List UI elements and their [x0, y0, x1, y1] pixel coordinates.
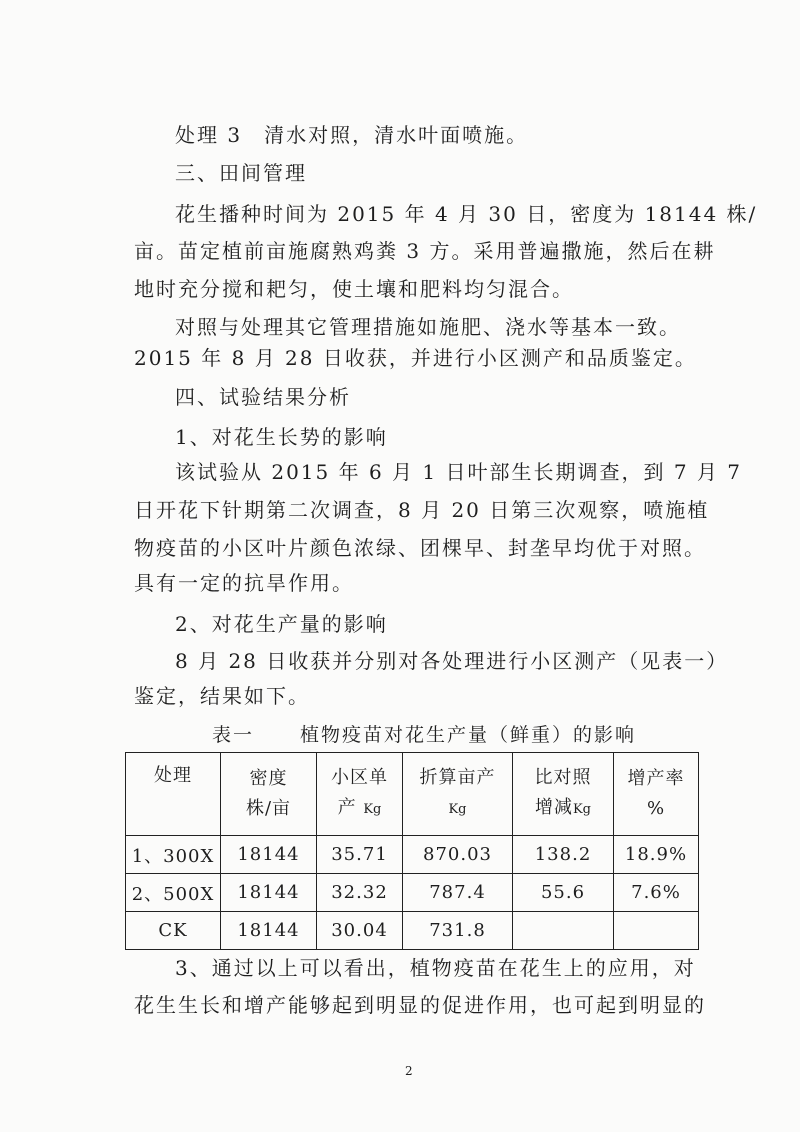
- paragraph-line: 花生生长和增产能够起到明显的促进作用，也可起到明显的: [134, 993, 706, 1017]
- cell-treatment: 1、300X: [126, 836, 221, 874]
- table-row: [126, 912, 699, 950]
- cell-treatment: CK: [126, 912, 221, 950]
- cell-plot-yield: 32.32: [317, 874, 403, 912]
- section-heading: 四、试验结果分析: [175, 385, 351, 409]
- table-caption-title: 植物疫苗对花生产量（鲜重）的影响: [300, 724, 637, 746]
- cell-yield-per-mu: 731.8: [403, 912, 513, 950]
- paragraph-line: 2015 年 8 月 28 日收获，并进行小区测产和品质鉴定。: [134, 346, 697, 370]
- paragraph-line: 物疫苗的小区叶片颜色浓绿、团棵早、封垄早均优于对照。: [134, 536, 706, 560]
- paragraph-line: 对照与处理其它管理措施如施肥、浇水等基本一致。: [175, 315, 681, 339]
- cell-yield-per-mu: 870.03: [403, 836, 513, 874]
- paragraph-line: 花生播种时间为 2015 年 4 月 30 日，密度为 18144 株/: [175, 202, 758, 226]
- paragraph-line: 8 月 28 日收获并分别对各处理进行小区测产（见表一）: [175, 649, 729, 673]
- section-heading: 三、田间管理: [175, 161, 307, 185]
- cell-vs-control: [513, 912, 614, 950]
- yield-table: [125, 752, 699, 950]
- cell-vs-control: 55.6: [513, 874, 614, 912]
- header-density: 密度 株/亩: [221, 753, 317, 836]
- paragraph-line: 处理 3 清水对照，清水叶面喷施。: [175, 123, 529, 147]
- paragraph-line: 3、通过以上可以看出，植物疫苗在花生上的应用，对: [175, 956, 696, 980]
- paragraph-line: 日开花下针期第二次调查，8 月 20 日第三次观察，喷施植: [134, 498, 710, 522]
- header-plot-yield: 小区单 产 Kg: [317, 753, 403, 836]
- table-row: [126, 836, 699, 874]
- cell-increase-rate: 7.6%: [614, 874, 699, 912]
- header-yield-per-mu: 折算亩产 Kg: [403, 753, 513, 836]
- header-treatment: 处理: [126, 753, 221, 836]
- table-header-row: [126, 753, 699, 836]
- cell-plot-yield: 35.71: [317, 836, 403, 874]
- cell-density: 18144: [221, 836, 317, 874]
- cell-increase-rate: 18.9%: [614, 836, 699, 874]
- cell-treatment: 2、500X: [126, 874, 221, 912]
- page-number: 2: [405, 1064, 413, 1078]
- subsection-heading: 1、对花生长势的影响: [175, 425, 388, 449]
- cell-plot-yield: 30.04: [317, 912, 403, 950]
- cell-vs-control: 138.2: [513, 836, 614, 874]
- paragraph-line: 亩。苗定植前亩施腐熟鸡粪 3 方。采用普遍撒施，然后在耕: [134, 239, 716, 263]
- table-caption: [212, 722, 636, 748]
- paragraph-line: 鉴定，结果如下。: [134, 684, 310, 708]
- cell-density: 18144: [221, 874, 317, 912]
- paragraph-line: 该试验从 2015 年 6 月 1 日叶部生长期调查，到 7 月 7: [175, 460, 743, 484]
- header-increase-rate: 增产率 %: [614, 753, 699, 836]
- paragraph-line: 地时充分搅和耙匀，使土壤和肥料均匀混合。: [134, 277, 574, 301]
- table-caption-label: 表一: [212, 724, 255, 746]
- header-vs-control: 比对照 增减Kg: [513, 753, 614, 836]
- cell-yield-per-mu: 787.4: [403, 874, 513, 912]
- cell-density: 18144: [221, 912, 317, 950]
- table-row: [126, 874, 699, 912]
- cell-increase-rate: [614, 912, 699, 950]
- subsection-heading: 2、对花生产量的影响: [175, 612, 388, 636]
- paragraph-line: 具有一定的抗旱作用。: [134, 571, 354, 595]
